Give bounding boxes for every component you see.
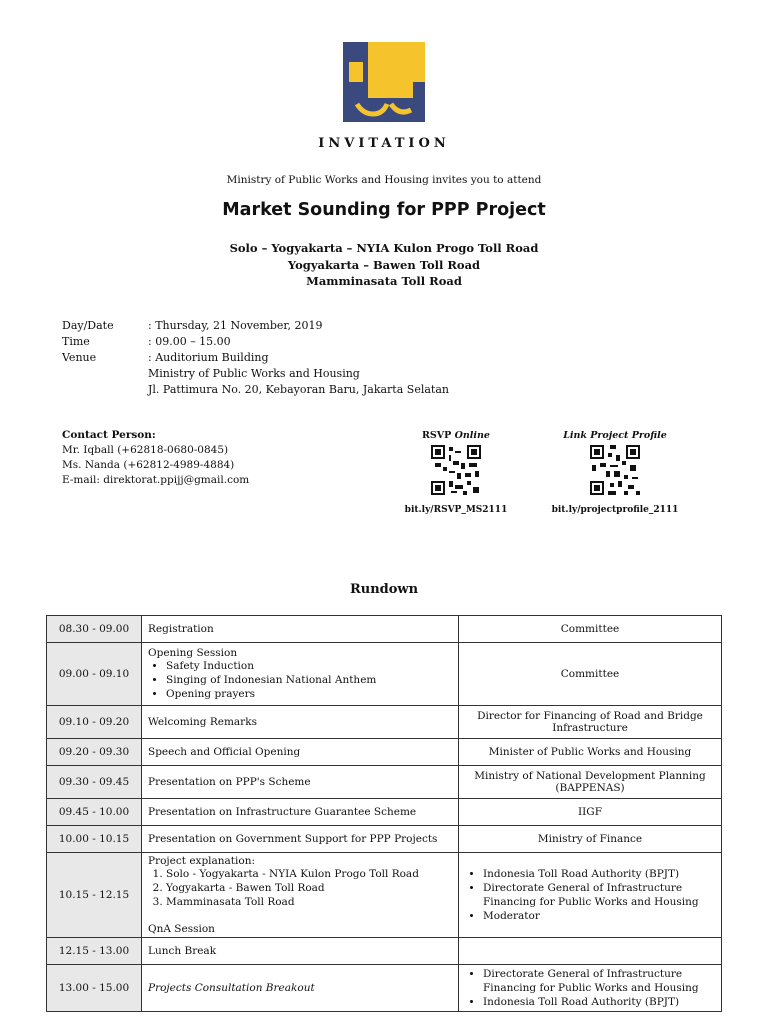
row-activity-cell: [142, 643, 459, 706]
row-activity: Presentation on Government Support for PPP Projects: [142, 826, 459, 853]
table-row: [47, 643, 722, 706]
list-item: • Directorate General of Infrastructure Financing for Public Works and Housing: [483, 967, 715, 995]
row-by-cell: [459, 853, 722, 938]
contact-line2: Ms. Nanda (+62812-4989-4884): [62, 459, 235, 471]
row-activity: Presentation on PPP's Scheme: [142, 766, 459, 799]
qna-session: QnA Session: [148, 923, 215, 935]
list-item: 1. Solo - Yogyakarta - NYIA Kulon Progo Toll Road: [166, 867, 452, 881]
row-by: IIGF: [459, 799, 722, 826]
rundown-title: Rundown: [349, 582, 419, 597]
list-item: 2. Yogyakarta - Bawen Toll Road: [166, 881, 452, 895]
profile-link[interactable]: bit.ly/projectprofile_2111: [551, 505, 679, 515]
row-by: Committee: [459, 643, 722, 706]
event-title: Market Sounding for PPP Project: [222, 200, 546, 220]
contact-heading: Contact Person:: [62, 429, 156, 441]
table-row: [47, 616, 722, 643]
row-time: 10.00 - 10.15: [47, 826, 142, 853]
rsvp-caption: RSVP: [422, 430, 455, 441]
list-item: • Opening prayers: [166, 687, 452, 701]
row-activity: Presentation on Infrastructure Guarantee Scheme: [142, 799, 459, 826]
rsvp-block: [386, 430, 526, 515]
row-activity: Opening Session: [148, 647, 238, 659]
row-time: 12.15 - 13.00: [47, 938, 142, 965]
bullet-list: [148, 659, 452, 701]
road-list: [0, 240, 768, 290]
row-activity: Speech and Official Opening: [142, 739, 459, 766]
row-time: 09.45 - 10.00: [47, 799, 142, 826]
table-row: [47, 826, 722, 853]
row-activity: Welcoming Remarks: [142, 706, 459, 739]
list-item: • Indonesia Toll Road Authority (BPJT): [483, 867, 715, 881]
list-item: • Moderator: [483, 909, 715, 923]
row-by: Committee: [459, 616, 722, 643]
table-row: [47, 938, 722, 965]
row-time: 09.20 - 09.30: [47, 739, 142, 766]
venue-value: : Auditorium Building: [148, 351, 269, 364]
row-activity-cell: [142, 853, 459, 938]
profile-qr-icon[interactable]: [590, 445, 640, 495]
row-by: Ministry of Finance: [459, 826, 722, 853]
row-by-cell: [459, 965, 722, 1012]
row-activity: Projects Consultation Breakout: [142, 965, 459, 1012]
day-label: Day/Date: [62, 319, 114, 332]
table-row: [47, 965, 722, 1012]
row-time: 09.30 - 09.45: [47, 766, 142, 799]
list-item: • Directorate General of Infrastructure Financing for Public Works and Housing: [483, 881, 715, 909]
table-row: [47, 706, 722, 739]
row-activity: Lunch Break: [142, 938, 459, 965]
time-value: : 09.00 – 15.00: [148, 335, 231, 348]
table-row: [47, 739, 722, 766]
row-time: 13.00 - 15.00: [47, 965, 142, 1012]
row-time: 08.30 - 09.00: [47, 616, 142, 643]
row-time: 09.10 - 09.20: [47, 706, 142, 739]
bullet-list: [465, 867, 715, 923]
intro-text: Ministry of Public Works and Housing invites you to attend: [226, 174, 542, 186]
table-row: [47, 799, 722, 826]
contact-email: E-mail: direktorat.ppijj@gmail.com: [62, 474, 250, 486]
profile-caption: Link Project Profile: [563, 430, 667, 441]
table-row: [47, 766, 722, 799]
road-3: Mamminasata Toll Road: [306, 274, 462, 288]
rsvp-link[interactable]: bit.ly/RSVP_MS2111: [404, 505, 508, 515]
profile-block: [545, 430, 685, 515]
row-activity: Project explanation:: [148, 855, 256, 867]
row-by: Director for Financing of Road and Bridge Infrastructure: [459, 706, 722, 739]
rsvp-qr-icon[interactable]: [431, 445, 481, 495]
road-1: Solo – Yogyakarta – NYIA Kulon Progo Toll Road: [229, 241, 539, 255]
venue-line3: Jl. Pattimura No. 20, Kebayoran Baru, Jakarta Selatan: [148, 383, 449, 396]
row-time: 10.15 - 12.15: [47, 853, 142, 938]
list-item: • Safety Induction: [166, 659, 452, 673]
numbered-list: [148, 867, 452, 909]
venue-line2: Ministry of Public Works and Housing: [148, 367, 360, 380]
road-2: Yogyakarta – Bawen Toll Road: [287, 257, 481, 272]
bullet-list: [465, 967, 715, 1009]
venue-label: Venue: [62, 351, 97, 364]
contact-person: [62, 428, 249, 488]
rundown-table: [46, 615, 722, 1012]
row-by: Minister of Public Works and Housing: [459, 739, 722, 766]
list-item: • Indonesia Toll Road Authority (BPJT): [483, 995, 715, 1009]
event-details: [62, 318, 449, 398]
day-value: : Thursday, 21 November, 2019: [148, 319, 323, 332]
row-time: 09.00 - 09.10: [47, 643, 142, 706]
row-activity: Registration: [142, 616, 459, 643]
list-item: • Singing of Indonesian National Anthem: [166, 673, 452, 687]
invitation-title: INVITATION: [318, 136, 450, 151]
row-by: Ministry of National Development Planning (BAPPENAS): [459, 766, 722, 799]
ministry-logo: [343, 42, 425, 122]
contact-line1: Mr. Iqball (+62818-0680-0845): [62, 444, 229, 456]
list-item: 3. Mamminasata Toll Road: [166, 895, 452, 909]
rsvp-caption-online: Online: [454, 430, 490, 441]
table-row: [47, 853, 722, 938]
time-label: Time: [62, 335, 90, 348]
row-by: [459, 938, 722, 965]
